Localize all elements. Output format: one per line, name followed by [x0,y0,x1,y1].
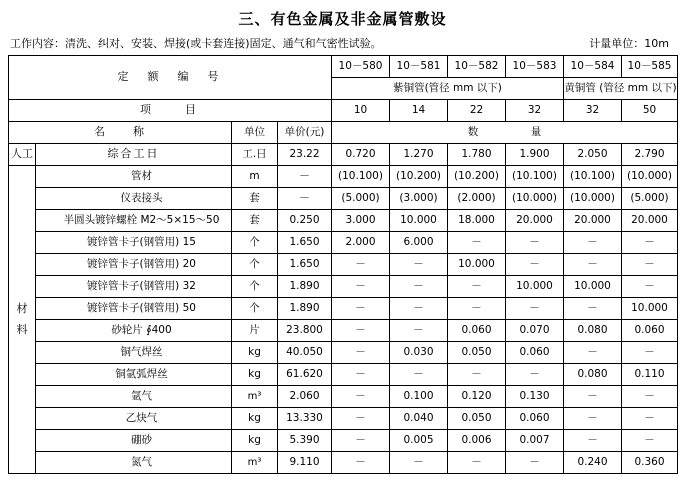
row-name: 乙炔气 [36,408,232,430]
row-name: 综合工日 [36,144,232,166]
header-row-columns [9,122,678,144]
row-value: － [448,298,506,320]
row-value: － [332,452,390,474]
row-value: － [564,430,622,452]
row-unit: kg [232,408,278,430]
row-value: 2.000 [332,232,390,254]
code-cell-0: 10－580 [332,56,390,78]
quota-table [8,55,678,474]
row-value: － [622,386,678,408]
code-cell-1: 10－581 [390,56,448,78]
table-row [9,452,678,474]
row-value: － [448,364,506,386]
row-price: － [278,188,332,210]
code-cell-3: 10－583 [506,56,564,78]
row-value: 0.006 [448,430,506,452]
row-value: － [622,276,678,298]
table-row [9,386,678,408]
row-value: － [332,276,390,298]
row-value: － [564,408,622,430]
row-name: 仪表接头 [36,188,232,210]
row-value: － [448,276,506,298]
row-value: － [390,298,448,320]
row-price: 1.650 [278,254,332,276]
row-value: － [622,408,678,430]
row-value: － [448,452,506,474]
row-value: 0.060 [506,408,564,430]
row-value: － [390,276,448,298]
row-value: 18.000 [448,210,506,232]
row-value: 0.100 [390,386,448,408]
row-value: 0.050 [448,408,506,430]
row-price: 0.250 [278,210,332,232]
row-value: 0.720 [332,144,390,166]
row-value: 0.030 [390,342,448,364]
row-price: 40.050 [278,342,332,364]
item-label: 项 目 [9,100,332,122]
row-price: 23.800 [278,320,332,342]
row-value: － [390,452,448,474]
row-value: 0.005 [390,430,448,452]
row-value: 0.060 [448,320,506,342]
row-value: － [622,254,678,276]
row-value: － [390,254,448,276]
row-value: (10.000) [622,166,678,188]
row-value: 20.000 [622,210,678,232]
row-value: － [332,298,390,320]
row-value: 0.080 [564,320,622,342]
size-cell-2: 22 [448,100,506,122]
work-content-text: 清洗、纠对、安装、焊接(或卡套连接)固定、通气和气密性试验。 [65,37,382,50]
row-unit: 工.日 [232,144,278,166]
row-value: － [390,320,448,342]
row-value: － [390,364,448,386]
row-value: 1.900 [506,144,564,166]
header-row-code [9,56,678,78]
code-cell-4: 10－584 [564,56,622,78]
row-price: 5.390 [278,430,332,452]
size-cell-0: 10 [332,100,390,122]
code-cell-2: 10－582 [448,56,506,78]
row-unit: 个 [232,276,278,298]
row-value: － [622,342,678,364]
row-value: 20.000 [506,210,564,232]
page-title: 三、有色金属及非金属管敷设 [238,10,447,28]
row-price: 1.890 [278,298,332,320]
size-cell-1: 14 [390,100,448,122]
row-value: (3.000) [390,188,448,210]
row-unit: 套 [232,188,278,210]
row-unit: kg [232,430,278,452]
row-value: 0.050 [448,342,506,364]
row-value: － [506,232,564,254]
name-label: 名 称 [9,122,232,144]
row-price: 2.060 [278,386,332,408]
table-row [9,364,678,386]
table-row [9,232,678,254]
table-row [9,144,678,166]
row-unit: m³ [232,386,278,408]
row-name: 管材 [36,166,232,188]
table-row [9,166,678,188]
code-label: 定 额 编 号 [9,56,332,100]
row-value: － [448,232,506,254]
row-name: 镀锌管卡子(钢管用) 20 [36,254,232,276]
group-label-copper: 紫铜管(管径 mm 以下) [332,78,564,100]
row-value: － [506,254,564,276]
row-value: 0.120 [448,386,506,408]
row-name: 铜氩弧焊丝 [36,364,232,386]
row-value: － [564,254,622,276]
row-name: 硼砂 [36,430,232,452]
row-price: 1.650 [278,232,332,254]
row-value: 6.000 [390,232,448,254]
row-value: 0.007 [506,430,564,452]
row-value: 0.080 [564,364,622,386]
group-label-labor: 人工 [9,144,36,166]
row-unit: 片 [232,320,278,342]
size-cell-3: 32 [506,100,564,122]
row-value: 0.130 [506,386,564,408]
row-unit: m [232,166,278,188]
row-value: 0.060 [506,342,564,364]
row-value: (10.000) [506,188,564,210]
row-value: － [564,386,622,408]
code-cell-5: 10－585 [622,56,678,78]
table-row [9,408,678,430]
row-value: 0.240 [564,452,622,474]
row-value: 0.060 [622,320,678,342]
row-value: － [622,232,678,254]
document-page [0,8,685,503]
table-row [9,276,678,298]
table-row [9,342,678,364]
table-row [9,320,678,342]
group-label-material: 材 料 [9,166,36,474]
row-name: 镀锌管卡子(钢管用) 15 [36,232,232,254]
price-label: 单价(元) [278,122,332,144]
row-price: 13.330 [278,408,332,430]
row-value: － [332,320,390,342]
table-row [9,298,678,320]
table-row [9,188,678,210]
row-value: (10.100) [506,166,564,188]
unit-label: 单位 [232,122,278,144]
row-price: 9.110 [278,452,332,474]
quantity-label: 数 量 [332,122,678,144]
row-value: (10.200) [448,166,506,188]
row-value: (10.100) [564,166,622,188]
row-name: 铜气焊丝 [36,342,232,364]
row-value: － [332,364,390,386]
row-value: 0.040 [390,408,448,430]
row-value: 3.000 [332,210,390,232]
row-value: 10.000 [448,254,506,276]
row-value: (2.000) [448,188,506,210]
row-name: 镀锌管卡子(钢管用) 50 [36,298,232,320]
row-unit: 个 [232,298,278,320]
row-unit: 个 [232,254,278,276]
row-unit: kg [232,342,278,364]
row-value: 10.000 [390,210,448,232]
row-value: － [332,430,390,452]
row-value: 10.000 [506,276,564,298]
row-value: (5.000) [332,188,390,210]
work-content-label: 工作内容： [10,37,65,50]
row-unit: m³ [232,452,278,474]
row-value: 10.000 [622,298,678,320]
row-value: － [564,298,622,320]
row-value: － [506,298,564,320]
row-value: － [332,408,390,430]
row-price: － [278,166,332,188]
row-value: － [564,232,622,254]
table-row [9,210,678,232]
row-price: 23.22 [278,144,332,166]
row-value: 1.270 [390,144,448,166]
row-value: － [564,342,622,364]
row-value: － [332,386,390,408]
row-value: (10.200) [390,166,448,188]
size-cell-4: 32 [564,100,622,122]
row-unit: 套 [232,210,278,232]
row-value: － [622,430,678,452]
row-value: 20.000 [564,210,622,232]
row-name: 氮气 [36,452,232,474]
row-name: 半圆头镀锌螺栓 M2～5×15～50 [36,210,232,232]
row-value: － [506,452,564,474]
row-unit: kg [232,364,278,386]
subheader-line [10,35,675,51]
row-value: (10.000) [564,188,622,210]
header-row-sizes [9,100,678,122]
table-row [9,430,678,452]
row-value: 0.360 [622,452,678,474]
row-price: 61.620 [278,364,332,386]
row-unit: 个 [232,232,278,254]
row-value: 1.780 [448,144,506,166]
row-name: 氩气 [36,386,232,408]
row-value: 2.050 [564,144,622,166]
row-name: 镀锌管卡子(钢管用) 32 [36,276,232,298]
size-cell-5: 50 [622,100,678,122]
row-value: 10.000 [564,276,622,298]
row-value: (10.100) [332,166,390,188]
row-value: － [332,342,390,364]
row-price: 1.890 [278,276,332,298]
row-value: 2.790 [622,144,678,166]
unit-note: 计量单位：10m [589,37,669,50]
group-label-brass: 黄铜管 (管径 mm 以下) [564,78,678,100]
row-value: － [506,364,564,386]
row-name: 砂轮片 ∮400 [36,320,232,342]
table-row [9,254,678,276]
row-value: － [332,254,390,276]
row-value: (5.000) [622,188,678,210]
work-content [10,35,382,51]
row-value: 0.110 [622,364,678,386]
row-value: 0.070 [506,320,564,342]
